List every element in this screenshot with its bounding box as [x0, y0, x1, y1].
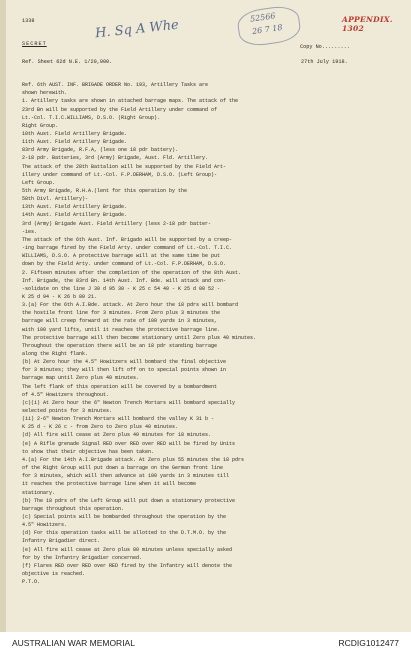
text-line: 2. Fifteen minutes after the completion of the operation of the 8th Aust. — [22, 269, 242, 276]
text-line: (b) At Zero hour the 4.5" Howitzers will bombard the final objective — [22, 359, 227, 366]
text-line: barrage throughout this operation. — [22, 505, 125, 512]
text-line: barrage will creep forward at the rate of 100 yards in 3 minutes, — [22, 318, 218, 325]
text-line: Ref. 6th AUST. INF. BRIGADE ORDER No. 193, Artillery Tasks are — [22, 82, 209, 88]
handwritten-signature: H. Sq A Whe — [94, 17, 180, 42]
text-line: 3.(a) For the 6th A.I.Bde. attack. At Zero hour the 18 pdrs will bombard — [22, 302, 239, 309]
copy-number: Copy No......... — [300, 44, 350, 50]
text-line: (d) All fire will cease at Zero plus 40 minutes for 18 minutes. — [22, 432, 212, 439]
text-line: The left flank of this operation will be covered by a bombardment — [22, 383, 218, 390]
text-line: (f) Flares RED over RED over RED fired by the Infantry will denote the — [22, 562, 233, 569]
text-line: illery under command of Lt.-Col. F.P.DERHAM, D.S.O. (Left Group)- — [22, 171, 218, 178]
text-line: with 100 yard lifts, until it reaches the protective barrage line. — [22, 326, 221, 333]
text-line: stationary. — [22, 489, 56, 496]
text-line: Inf. Brigade, the 83rd Bn. 14th Aust. Inf. Bde. will attack and con- — [22, 277, 227, 284]
text-line: (e) All fire will cease at Zero plus 80 minutes unless specially asked — [22, 546, 233, 553]
text-line: K 25 d - K 26 c - from Zero to Zero plus 40 minutes. — [22, 424, 179, 431]
text-line: 23rd Bn will be supported by the Field Artillery under command of — [22, 106, 218, 113]
text-line: barrage map until Zero plus 40 minutes. — [22, 375, 140, 382]
text-line: P.T.O. — [22, 579, 41, 586]
text-line: 4.5" Howitzers. — [22, 522, 68, 529]
text-line: the hostile front line for 3 minutes. From Zero plus 3 minutes the — [22, 310, 221, 317]
stamp-subnumber: 26 7 18 — [251, 22, 284, 37]
text-line: -ies. — [22, 228, 38, 235]
appendix-label: APPENDIX. 1302 — [342, 15, 393, 33]
text-line: for 3 minutes, which will then advance at 100 yards in 3 minutes till — [22, 473, 230, 480]
text-line: 83rd Army Brigade, R.F.A, (less one 18 pdr battery). — [22, 147, 179, 154]
text-line: -ing barrage fired by the Field Arty. under command of Lt.-Col. T.I.C. — [22, 245, 233, 251]
text-line: The attack of the 28th Battalion will be supported by the Field Art- — [22, 163, 227, 170]
secret-label: SECRET — [22, 41, 47, 47]
document-number: 1338 — [22, 18, 35, 24]
text-line: Left Group. — [22, 179, 56, 186]
text-line: selected points for 3 minutes. — [22, 408, 113, 414]
text-line: Lt.-Col. T.I.C.WILLIAMS, D.S.O. (Right Group). — [22, 114, 161, 121]
text-line: 1. Artillery tasks are shown in attached barrage maps. The attack of the — [22, 98, 239, 105]
text-line: down by the Field Arty. under command of Lt.-Col. F.P.DERHAM, D.S.O. — [22, 261, 227, 268]
text-line: it reaches the protective barrage line when it will become — [22, 481, 197, 488]
text-line: The attack of the 6th Aust. Inf. Brigado will be supported by a creep- — [22, 236, 233, 243]
text-line: (b) The 18 pdrs of the Left Group will put down a stationary protective — [22, 497, 236, 504]
map-reference: Ref. Sheet 62d N.E. 1/20,000. — [22, 59, 113, 65]
text-line: (c)(i) At Zero hour the 6" Newton Trench Mortars will bombard specially — [22, 399, 236, 406]
text-line: 3rd (Army) Brigade Aust. Field Artillery (less 2-18 pdr batter- — [22, 220, 212, 227]
text-line: shown herewith. — [22, 90, 68, 97]
text-line: 4.(a) For the 14th A.I.Brigade attack. At Zero plus 55 minutes the 18 pdrs — [22, 456, 245, 463]
archive-id: RCDIG1012477 — [338, 638, 399, 648]
text-line: (e) A Rifle grenade Signal RED over RED over RED will be fired by Units — [22, 440, 236, 447]
text-line: 13th Aust. Field Artillery Brigade. — [22, 204, 128, 211]
paper-edge — [0, 0, 6, 632]
footer-bar — [0, 634, 411, 654]
text-line: for by the Infantry Brigadier concerned. — [22, 554, 143, 561]
text-line: 10th Aust. Field Artillery Brigade. — [22, 130, 128, 137]
text-line: of 4.5" Howitzers throughout. — [22, 391, 110, 398]
text-line: K 25 d 94 - K 26 b 80 21. — [22, 293, 98, 300]
text-line: (d) For this operation tasks will be allotted to the D.T.M.O. by the — [22, 530, 227, 537]
text-line: 5th Army Brigade, R.H.A.(lent for this operation by the — [22, 187, 188, 194]
text-line: The protective barrage will then become stationary until Zero plus 40 minutes. — [22, 334, 257, 341]
text-line: of the Right Group will put down a barrage on the German front line — [22, 465, 224, 472]
text-line: WILLIAMS, D.S.O. A protective barrage will at the same time be put — [22, 253, 221, 260]
text-line: 14th Aust. Field Artillery Brigade. — [22, 212, 128, 219]
text-line: (ii) 2-6" Newton Trench Mortars will bombard the valley K 31 b - — [22, 416, 215, 423]
text-line: 11th Aust. Field Artillery Brigade. — [22, 139, 128, 146]
text-line: Right Group. — [22, 122, 59, 129]
text-line: 2-18 pdr. Batteries, 3rd (Army) Brigade, Aust. Fld. Artillery. — [22, 155, 209, 162]
document-date: 27th July 1918. — [301, 59, 348, 65]
text-line: 58th Divl. Artillery)- — [22, 196, 89, 203]
text-line: along the Right flank. — [22, 350, 89, 357]
text-line: Throughout the operation there will be an 18 pdr standing barrage — [22, 342, 218, 349]
stamp-number: 52566 — [249, 11, 276, 24]
text-line: objective is reached. — [22, 571, 86, 577]
text-line: (c) Special points will be bombarded throughout the operation by the — [22, 514, 227, 520]
text-line: for 3 minutes; they will then lift off on to special points shown in — [22, 367, 227, 374]
text-line: to show that their objective has been taken. — [22, 448, 155, 455]
archive-credit: AUSTRALIAN WAR MEMORIAL — [12, 638, 135, 648]
text-line: Infantry Brigadier direct. — [22, 538, 101, 545]
text-line: -solidate on the line J 30 d 95 30 - K 25 c 54 40 - K 25 d 00 52 - — [22, 285, 221, 292]
